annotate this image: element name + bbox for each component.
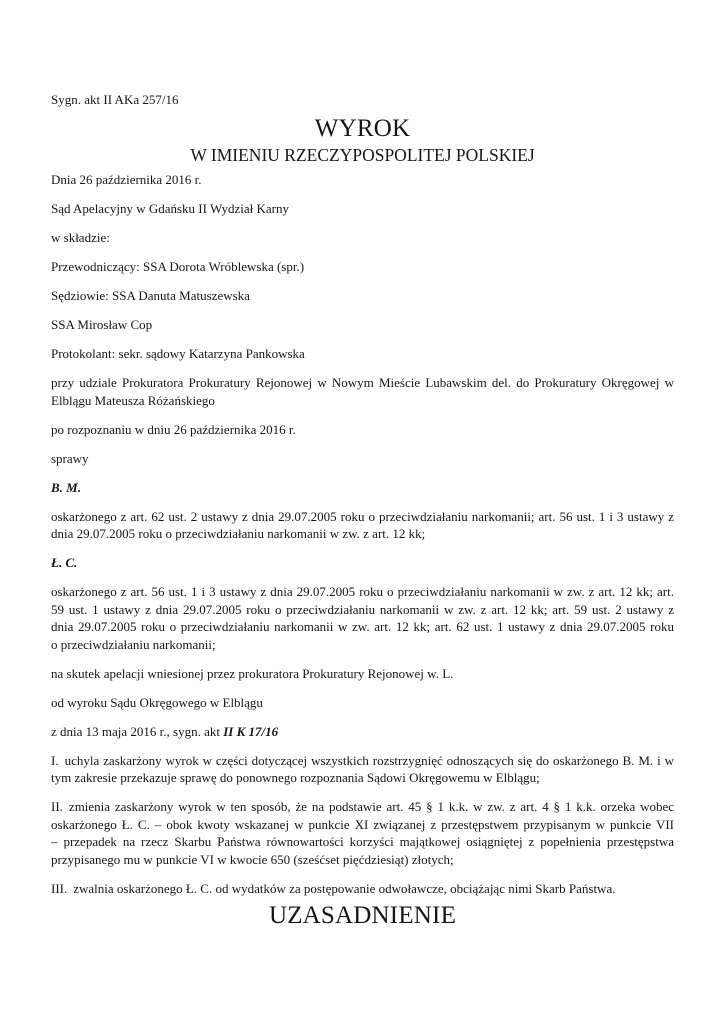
judgment-date: z dnia 13 maja 2016 r., sygn. akt: [51, 723, 220, 739]
ruling-item: [51, 798, 674, 868]
ruling-numeral: II.: [51, 799, 63, 815]
paragraph-line: o przeciwdziałaniu narkomanii;: [51, 636, 216, 652]
paragraph-line: oskarżonego Ł. C. – obok kwoty wskazanej w punkcie XI związanej z przestępstwem przypisanym w punkcie VII: [51, 816, 674, 832]
appealed-judgment: od wyroku Sądu Okręgowego w Elblągu: [51, 694, 263, 710]
paragraph-line: [51, 880, 674, 898]
case-number: Sygn. akt II AKa 257/16: [51, 92, 179, 107]
paragraph-line: oskarżonego z art. 62 ust. 2 ustawy z dnia 29.07.2005 roku o przeciwdziałaniu narkomanii; art. 56 ust. 1 i 3 ustawy z: [51, 508, 674, 524]
ruling-item: [51, 880, 674, 898]
paragraph-line: przypisanego mu w punkcie VI w kwocie 650 (sześćset pięćdziesiąt) złotych;: [51, 851, 454, 867]
presiding-judge: Przewodniczący: SSA Dorota Wróblewska (spr.): [51, 259, 305, 275]
justification-title: UZASADNIENIE: [268, 902, 457, 930]
document-body: [51, 91, 674, 931]
case-label: sprawy: [51, 450, 89, 466]
paragraph-line: [51, 798, 674, 816]
hearing-date: po rozpoznaniu w dniu 26 października 2016 r.: [51, 421, 296, 437]
ruling-numeral: III.: [51, 880, 68, 896]
ruling-text: uchyla zaskarżony wyrok w części dotyczącej wszystkich rozstrzygnięć odnoszących się do oskarżonego B. M. i w: [64, 752, 674, 768]
defendant-name: Ł. C.: [51, 555, 78, 571]
paragraph-line: tym zakresie przekazuje sprawę do ponownego rozpoznania Sądowi Okręgowemu w Elblągu;: [51, 770, 540, 786]
judges: Sędziowie: SSA Danuta Matuszewska: [51, 288, 250, 304]
document-subtitle: W IMIENIU RZECZYPOSPOLITEJ POLSKIEJ: [190, 144, 535, 165]
ruling-numeral: I.: [51, 752, 59, 768]
ruling-item: [51, 752, 674, 787]
appeal-text: na skutek apelacji wniesionej przez prokuratora Prokuratury Rejonowej w. L.: [51, 665, 454, 681]
paragraph-line: oskarżonego z art. 56 ust. 1 i 3 ustawy z dnia 29.07.2005 roku o przeciwdziałaniu narkomanii w zw. z art. 12 kk; art.: [51, 584, 674, 600]
paragraph-line: dnia 29.07.2005 roku o przeciwdziałaniu narkomanii w zw. art. 12 kk; art. 62 ust. 1 ustawy z dnia 29.07.2005 roku: [51, 619, 674, 635]
paragraph-line: Elblągu Mateusza Różańskiego: [51, 392, 215, 408]
paragraph-line: dnia 29.07.2005 roku o przeciwdziałaniu narkomanii w zw. z art. 12 kk;: [51, 526, 426, 542]
paragraph-line: 59 ust. 1 ustawy z dnia 29.07.2005 roku o przeciwdziałaniu narkomanii w zw. z art. 12 kk; art. 59 ust. 2 ustawy z: [51, 601, 674, 617]
prosecutor-paragraph: [51, 374, 674, 409]
second-judge: SSA Mirosław Cop: [51, 317, 153, 333]
court-name: Sąd Apelacyjny w Gdańsku II Wydział Karny: [51, 201, 289, 217]
composition-label: w składzie:: [51, 230, 110, 246]
verdict-date: Dnia 26 października 2016 r.: [51, 172, 202, 188]
court-clerk: Protokolant: sekr. sądowy Katarzyna Pankowska: [51, 346, 305, 362]
defendant-name: B. M.: [51, 479, 81, 495]
document-title: WYROK: [314, 114, 411, 142]
paragraph-line: – przepadek na rzecz Skarbu Państwa równowartości korzyści majątkowej osiągniętej z popełnienia przestępstwa: [51, 834, 674, 850]
paragraph-line: [51, 752, 674, 770]
appealed-judgment-reference: [51, 723, 674, 741]
judgment-case-number: II K 17/16: [223, 723, 279, 739]
defendant-charges: [51, 583, 674, 653]
defendant-charges: [51, 508, 674, 543]
ruling-text: zwalnia oskarżonego Ł. C. od wydatków za postępowanie odwoławcze, obciążając nimi Skarb Państwa.: [73, 880, 616, 896]
paragraph-line: przy udziale Prokuratora Prokuratury Rejonowej w Nowym Mieście Lubawskim del. do Prokuratury Okręgowej w: [51, 375, 674, 391]
ruling-text: zmienia zaskarżony wyrok w ten sposób, że na podstawie art. 45 § 1 k.k. w zw. z art. 4 § 1 k.k. orzeka wobec: [68, 799, 674, 815]
